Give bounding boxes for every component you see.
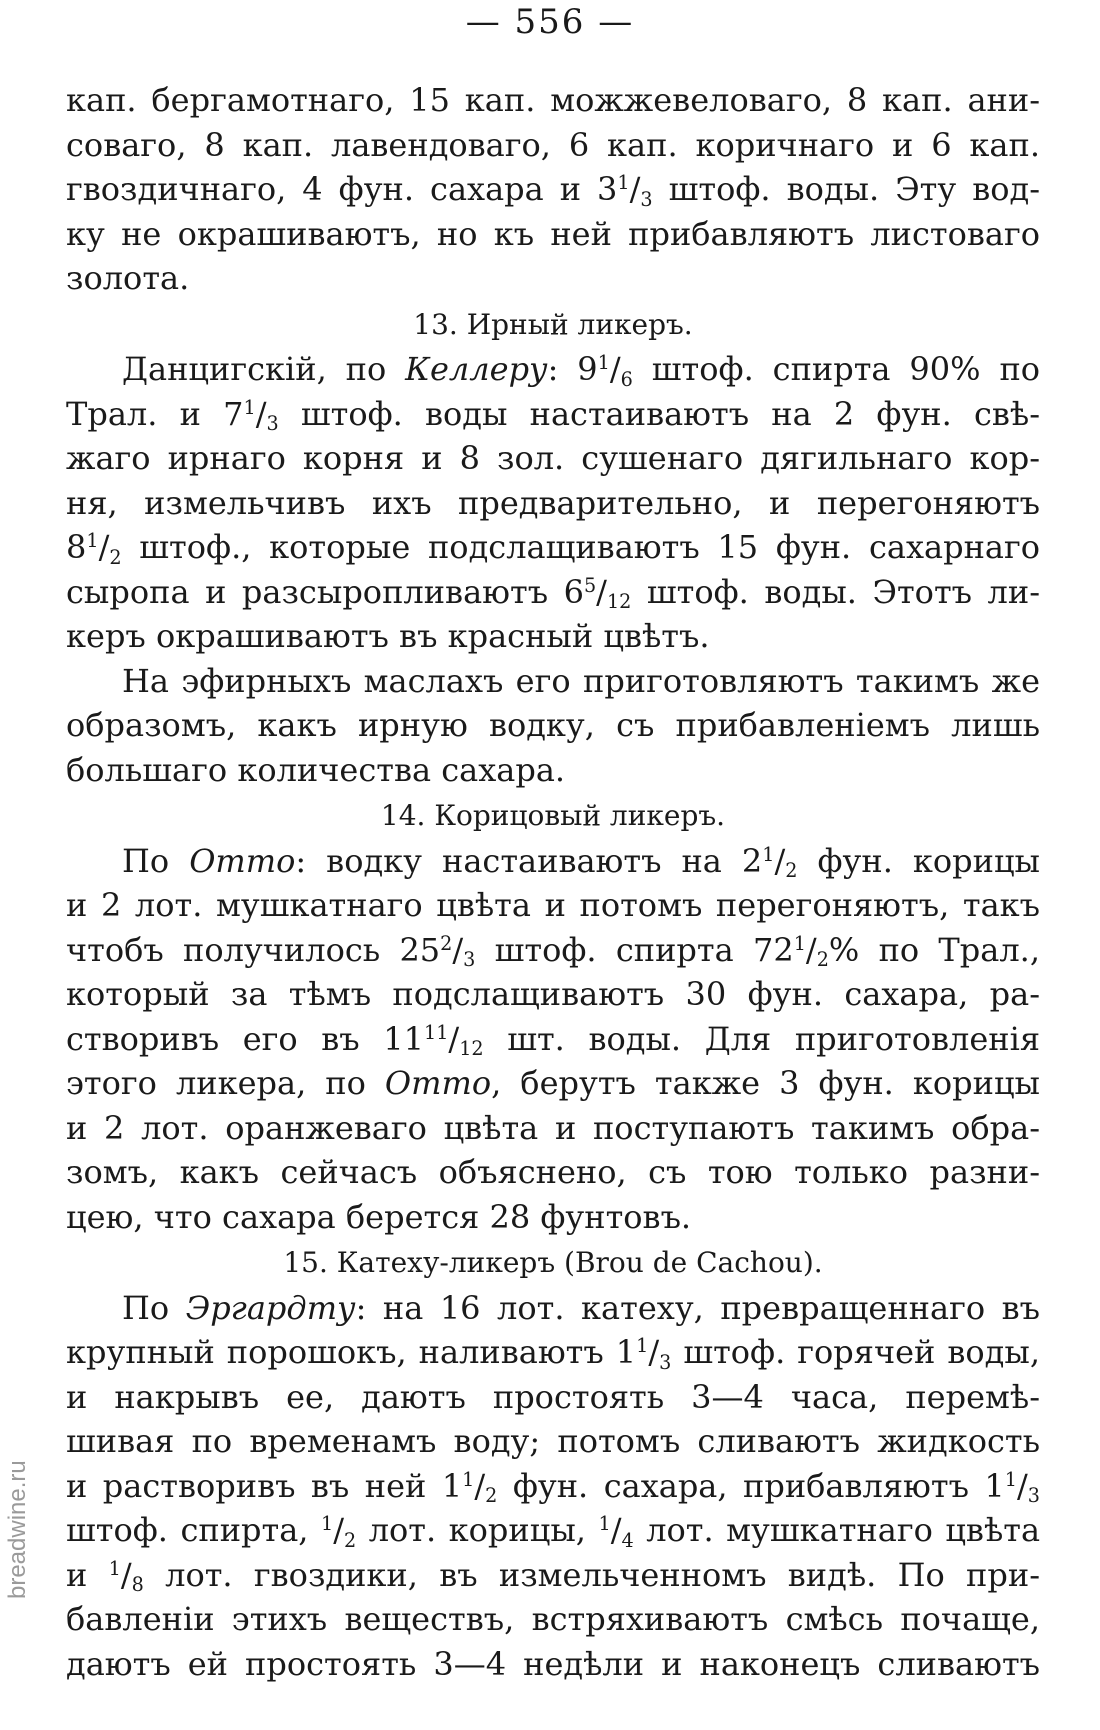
page-number: — 556 — (465, 2, 635, 42)
paragraph-13-a (66, 347, 1040, 659)
text-line: ня, измельчивъ ихъ предварительно, и перегоняютъ (66, 483, 1040, 522)
text-line: ку не окрашиваютъ, но къ ней прибавляютъ листоваго (66, 214, 1040, 253)
text-line: и растворивъ въ ней $1^1/_2$ фун. сахара, прибавляютъ $1^1/_3$ (66, 1466, 1040, 1508)
text-line: и накрывъ ее, даютъ простоять 3—4 часа, перемѣ- (66, 1377, 1040, 1416)
paragraph-14 (66, 839, 1040, 1240)
text-line: гвоздичнаго, 4 фун. сахара и $3^1/_3$ штоф. воды. Эту вод- (66, 170, 1040, 211)
text-line: даютъ ей простоять 3—4 недѣли и наконецъ сливаютъ (66, 1644, 1040, 1683)
text-line: чтобъ получилось $25^2/_3$ штоф. спирта $72^1/_2\%$ по Трал., (66, 930, 1041, 972)
paragraph-continuation (66, 78, 1040, 301)
paragraph-15 (66, 1286, 1040, 1687)
text-line: большаго количества сахара. (66, 750, 566, 789)
text-line: этого ликера, по Отто, берутъ также 3 фун. корицы (66, 1064, 1041, 1102)
paragraph-13-b (66, 659, 1040, 793)
section-heading-15: 15. Катеху-ликеръ (Brou de Cachou). (283, 1246, 823, 1279)
text-line: сыропа и разсыропливаютъ $6^5/_{12}$ штоф. воды. Этотъ ли- (66, 572, 1041, 614)
text-line: и $^1/_8$ лот. гвоздики, въ измельченномъ видѣ. По при- (66, 1555, 1041, 1597)
section-heading-13: 13. Ирный ликеръ. (413, 307, 693, 341)
text-line: $8^1/_2$ штоф., которые подслащиваютъ 15 фун. сахарнаго (66, 528, 1040, 569)
text-line: зомъ, какъ сейчасъ объяснено, съ тою только разни- (66, 1153, 1040, 1191)
text-line: и 2 лот. оранжеваго цвѣта и поступаютъ такимъ обра- (66, 1108, 1040, 1147)
text-line: На эфирныхъ маслахъ его приготовляютъ такимъ же (122, 661, 1040, 700)
text-line: бавленіи этихъ веществъ, встряхиваютъ смѣсь почаще, (66, 1600, 1040, 1638)
text-line: штоф. спирта, $^1/_2$ лот. корицы, $^1/_4$ лот. мушкатнаго цвѣта (66, 1511, 1041, 1552)
text-line: По Эргардту: на 16 лот. катеху, превращеннаго въ (122, 1288, 1041, 1327)
text-line: который за тѣмъ подслащиваютъ 30 фун. сахара, ра- (66, 975, 1040, 1013)
text-line: створивъ его въ $11^{11}/_{12}$ шт. воды. Для приготовленія (66, 1019, 1040, 1061)
text-line: соваго, 8 кап. лавендоваго, 6 кап. коричнаго и 6 кап. (66, 125, 1040, 164)
text-line: и 2 лот. мушкатнаго цвѣта и потомъ перегоняютъ, такъ (66, 886, 1040, 924)
site-watermark: breadwine.ru (4, 1460, 31, 1600)
page-body (66, 78, 1040, 1686)
text-line: цею, что сахара берется 28 фунтовъ. (66, 1197, 692, 1236)
text-line: крупный порошокъ, наливаютъ $1^1/_3$ штоф. горячей воды, (66, 1333, 1040, 1374)
text-line: По Отто: водку настаиваютъ на $2^1/_2$ фун. корицы (122, 841, 1040, 883)
section-heading-14: 14. Корицовый ликеръ. (380, 799, 726, 832)
text-line: жаго ирнаго корня и 8 зол. сушенаго дягильнаго кор- (66, 439, 1040, 477)
text-line: Трал. и $7^1/_3$ штоф. воды настаиваютъ на 2 фун. свѣ- (66, 394, 1041, 436)
text-line: кап. бергамотнаго, 15 кап. можжевеловаго, 8 кап. ани- (66, 81, 1040, 119)
text-line: Данцигскій, по Келлеру: $9^1/_6$ штоф. спирта 90% по (122, 350, 1041, 391)
text-line: шивая по временамъ воду; потомъ сливаютъ жидкость (66, 1422, 1040, 1460)
text-line: керъ окрашиваютъ въ красный цвѣтъ. (66, 617, 710, 655)
text-line: образомъ, какъ ирную водку, съ прибавленіемъ лишь (66, 706, 1040, 744)
text-line: золота. (66, 259, 190, 297)
